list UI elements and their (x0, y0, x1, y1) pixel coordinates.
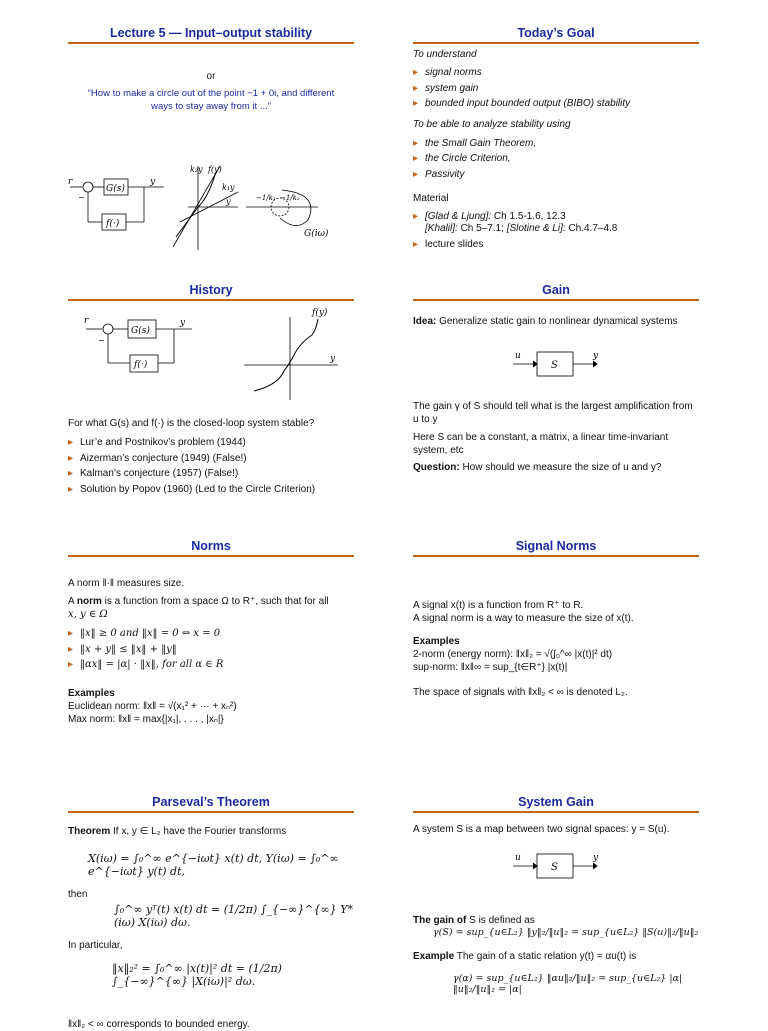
closed-loop-question: For what G(s) and f(·) is the closed-loop system stable? (68, 418, 315, 429)
ref-khalil: [Khalil]: (425, 223, 458, 234)
slide-title: Gain (413, 281, 699, 301)
list-item: ▸ Lur’e and Postnikov’s problem (1944) (68, 435, 368, 451)
ref-glad: [Glad & Ljung]: (425, 211, 492, 222)
max-norm: Max norm: ‖x‖ = max{|x₁|, . . . , |xₙ|} (68, 713, 224, 725)
question-body: How should we measure the size of u and y? (459, 462, 662, 473)
label-y: y (593, 351, 599, 361)
list-item: ▸ the Circle Criterion, (413, 151, 699, 167)
analyze-list (413, 136, 699, 183)
label-k2y: k₂y (190, 165, 203, 174)
feedback-diagram (68, 305, 358, 400)
label-s: S (551, 360, 558, 371)
ref-glad-chapters: Ch 1.5-1.6, 12.3 (491, 211, 566, 222)
label-r: r (84, 316, 89, 326)
theorem-label: Theorem (68, 826, 111, 837)
material: Material (413, 193, 449, 204)
ref-khalil-chapters: Ch 5–7.1; (457, 223, 507, 234)
slide-title: History (68, 281, 354, 301)
gain-definition: The gain γ of S should tell what is the largest amplification from u to y (413, 401, 693, 425)
label-g: G(s) (106, 184, 125, 194)
slide-goal (413, 24, 699, 253)
norm-def-term: norm (76, 596, 102, 607)
system-block-diagram (413, 344, 699, 384)
label-y-axis: y (226, 197, 231, 206)
to-understand: To understand (413, 49, 477, 60)
parseval-eq: ∫₀^∞ yᵀ(t) x(t) dt = (1/2π) ∫_{−∞}^{∞} Y*(iω) X(iω) dω. (114, 903, 353, 929)
idea-text (413, 315, 699, 328)
list-item: ▸ lecture slides (413, 237, 699, 253)
slide-title: Norms (68, 537, 354, 557)
question-label: Question: (413, 462, 460, 473)
label-u: u (515, 853, 521, 863)
norm-domain: x, y ∈ Ω (68, 609, 108, 620)
label-g: G(s) (131, 326, 150, 336)
label-minus: − (78, 193, 85, 202)
label-f: f(·) (106, 219, 120, 229)
norm-def-c: is a function from a space Ω to R⁺, such that for all (101, 596, 329, 607)
label-fy: f(y) (312, 308, 328, 318)
gain-definition (413, 914, 699, 927)
slide-title: Lecture 5 — Input–output stability (68, 24, 354, 44)
ref-slotine: [Slotine & Li]: (506, 223, 566, 234)
gain-def-body: S is defined as (466, 915, 535, 926)
static-example (413, 950, 699, 963)
understand-list (413, 65, 699, 112)
slide-signal-norms (413, 537, 699, 699)
label-minus-1-k2: −1/k₂ (280, 194, 300, 202)
gain-scope: Here S can be a constant, a matrix, a linear time-invariant system, etc (413, 432, 669, 456)
label-f: f(·) (134, 360, 148, 370)
static-gain-eq: γ(α) = sup_{u∈L₂} ‖αu‖₂/‖u‖₂ = sup_{u∈L₂} |α|‖u‖₂/‖u‖₂ = |α| (453, 973, 683, 995)
two-norm: 2-norm (energy norm): ‖x‖₂ = √(∫₀^∞ |x(t)|² dt) (413, 649, 613, 660)
label-y: y (150, 177, 156, 187)
examples-heading: Examples (68, 687, 115, 699)
signal-norm-def: A signal norm is a way to measure the size of x(t). (413, 613, 634, 624)
signal-def: A signal x(t) is a function from R⁺ to R. (413, 600, 584, 611)
label-k1y: k₁y (222, 183, 235, 192)
l2-space: The space of signals with ‖x‖₂ < ∞ is denoted L₂. (413, 687, 628, 698)
label-y: y (593, 853, 599, 863)
in-particular: In particular, (68, 940, 123, 951)
energy-eq: ‖x‖₂² = ∫₀^∞ |x(t)|² dt = (1/2π) ∫_{−∞}^{∞} |X(iω)|² dω. (112, 962, 282, 988)
label-fy: f(y) (208, 165, 222, 174)
label-minus-1-k1: −1/k₁ (256, 194, 276, 202)
slide-history (68, 281, 354, 495)
slide-title: Parseval’s Theorem (68, 793, 354, 813)
gain-question (413, 461, 699, 474)
label-s: S (551, 862, 558, 873)
system-def: A system S is a map between two signal spaces: y = S(u). (413, 824, 670, 835)
example-label: Example (413, 951, 455, 962)
list-item: ▸ Aizerman’s conjecture (1949) (False!) (68, 451, 368, 467)
list-item: ▸ ‖x + y‖ ≤ ‖x‖ + ‖y‖ (68, 642, 354, 658)
slide-parseval (68, 793, 354, 1031)
label-r: r (68, 177, 73, 187)
label-y: y (180, 318, 186, 328)
slide-lecture5 (68, 24, 354, 239)
or-text: or (206, 71, 216, 82)
ref-slotine-chapters: Ch.4.7–4.8 (565, 223, 618, 234)
list-item: ▸ the Small Gain Theorem, (413, 136, 699, 152)
material-list (413, 211, 699, 253)
slide-title: Today’s Goal (413, 24, 699, 44)
gain-def-label: The gain of (413, 915, 467, 926)
slide-gain (413, 281, 699, 474)
label-y-axis: y (330, 354, 336, 364)
list-item: ▸ ‖x‖ ≥ 0 and ‖x‖ = 0 ⇔ x = 0 (68, 626, 354, 642)
norm-properties (68, 626, 354, 673)
then-text: then (68, 889, 88, 900)
list-item (413, 211, 699, 235)
history-list (68, 435, 368, 497)
slide-system-gain (413, 793, 699, 995)
theorem-body: If x, y ∈ L₂ have the Fourier transforms (110, 826, 287, 837)
to-analyze: To be able to analyze stability using (413, 118, 571, 130)
theorem-statement (68, 825, 354, 838)
example-body: The gain of a static relation y(t) = αu(t) is (454, 951, 637, 962)
norm-definition (68, 595, 354, 608)
list-item: ▸ signal norms (413, 65, 699, 81)
list-item: ▸ bounded input bounded output (BIBO) stability (413, 96, 699, 112)
idea-label: Idea: (413, 316, 437, 327)
list-item: ▸ ‖αx‖ = |α| · ‖x‖, for all α ∈ R (68, 657, 354, 673)
list-item: ▸ Passivity (413, 167, 699, 183)
list-item: ▸ Solution by Popov (1960) (Led to the Circle Criterion) (68, 482, 368, 498)
fourier-transforms-eq: X(iω) = ∫₀^∞ e^{−iωt} x(t) dt, Y(iω) = ∫₀^∞ e^{−iωt} y(t) dt, (88, 852, 339, 878)
bounded-energy: ‖x‖₂ < ∞ corresponds to bounded energy. (68, 1019, 250, 1030)
list-item: ▸ system gain (413, 81, 699, 97)
quote-line-2: ways to stay away from it ...” (151, 101, 271, 112)
quote-line-1: “How to make a circle out of the point −1 + 0i, and different (87, 88, 335, 99)
lur-e-diagram (68, 162, 368, 252)
label-u: u (515, 351, 521, 361)
gain-def-eq: γ(S) = sup_{u∈L₂} ‖y‖₂/‖u‖₂ = sup_{u∈L₂} ‖S(u)‖₂/‖u‖₂ (433, 927, 699, 938)
euclidean-norm: Euclidean norm: ‖x‖ = √(x₁² + ··· + xₙ²) (68, 700, 237, 712)
list-item: ▸ Kalman’s conjecture (1957) (False!) (68, 466, 368, 482)
idea-body: Generalize static gain to nonlinear dynamical systems (436, 316, 678, 327)
slide-title: Signal Norms (413, 537, 699, 557)
norm-intro: A norm ‖·‖ measures size. (68, 578, 185, 589)
examples-heading: Examples (413, 636, 460, 647)
label-minus: − (98, 336, 105, 345)
norm-def-a: A (68, 596, 77, 607)
sup-norm: sup-norm: ‖x‖∞ = sup_{t∈R⁺} |x(t)| (413, 662, 568, 673)
system-block-diagram (413, 844, 699, 884)
slide-norms (68, 537, 354, 726)
label-giw: G(iω) (304, 229, 329, 239)
slide-title: System Gain (413, 793, 699, 813)
